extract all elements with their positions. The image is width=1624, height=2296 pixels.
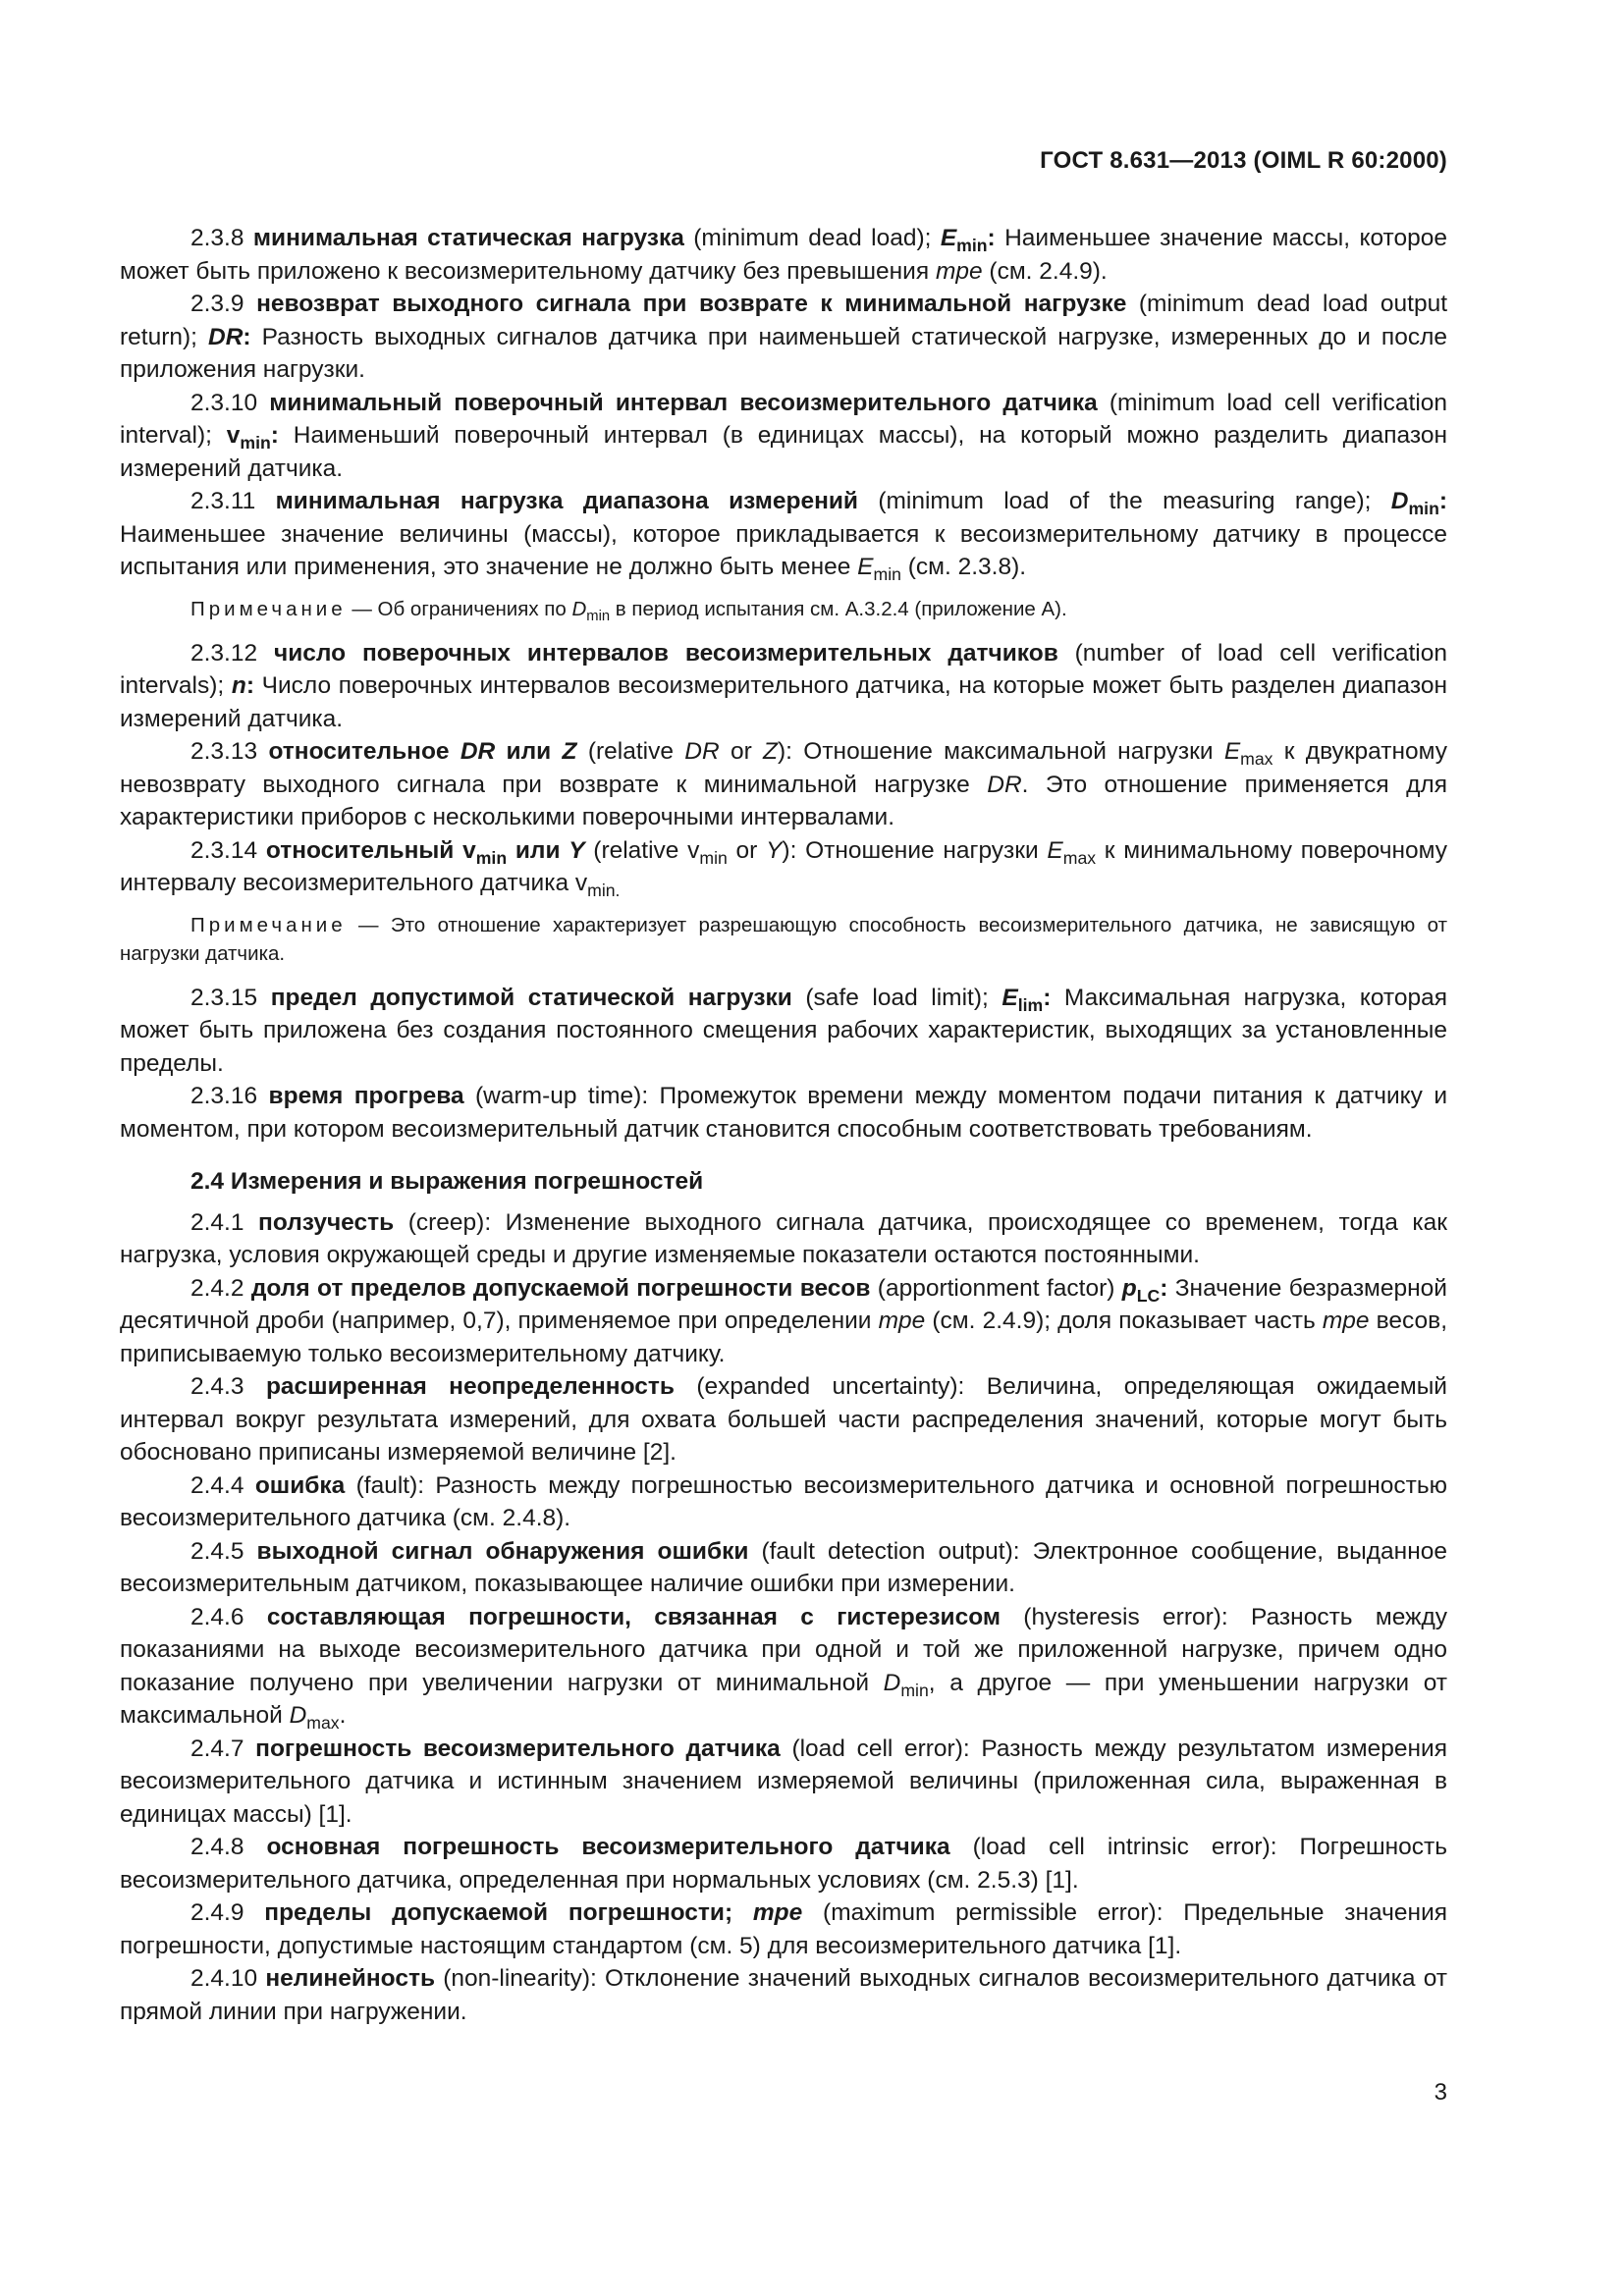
page-number: 3	[1434, 2079, 1447, 2106]
symbol: D	[571, 597, 587, 620]
colon: :	[987, 225, 996, 251]
clause-definition-mid: к минимальному поверочному интервалу весоизмерительного датчика	[120, 836, 1448, 896]
clause-term: относительное	[268, 738, 460, 765]
symbol: v	[574, 870, 588, 896]
symbol: E	[1001, 984, 1018, 1011]
clause-term: ползучесть	[258, 1208, 395, 1236]
clause-term: минимальная статическая нагрузка	[252, 225, 684, 251]
symbol: D	[289, 1702, 307, 1729]
clause-number: 2.3.14	[190, 836, 258, 864]
clause-definition: ): Отношение максимальной нагрузки	[778, 738, 1224, 765]
clause-definition: (maximum permissible error): Предельные значения погрешности, допустимые настоящим стандартом (см. 5) для весоизмерительного датчика [1].	[120, 1899, 1448, 1959]
clause-number: 2.3.12	[190, 639, 258, 667]
clause-term: минимальный поверочный интервал весоизмерительного датчика	[269, 389, 1098, 416]
clause-2-3-8	[120, 222, 1447, 288]
symbol: v	[226, 422, 241, 449]
note-text: — Об ограничениях по	[346, 597, 572, 620]
clause-number: 2.4.2	[190, 1274, 244, 1302]
clause-term: выходной сигнал обнаружения ошибки	[256, 1537, 749, 1565]
symbol-sub: min	[699, 847, 728, 868]
clause-term: пределы допускаемой погрешности;	[264, 1899, 753, 1926]
symbol-sub: min	[873, 563, 901, 584]
clause-definition: Число поверочных интервалов весоизмерительного датчика, на которые может быть разделен диапазон измерений датчика.	[120, 672, 1447, 732]
clause-2-3-12	[120, 637, 1447, 736]
symbol: p	[1121, 1274, 1137, 1302]
clause-english: (minimum dead load output return);	[120, 291, 1448, 350]
clause-2-3-13	[120, 735, 1447, 834]
clause-definition: Наименьшее значение массы, которое может быть приложено к весоизмерительному датчику без превышения	[120, 225, 1448, 285]
clause-english: (minimum load of the measuring range);	[858, 488, 1391, 514]
symbol: n	[231, 672, 246, 699]
clause-number: 2.3.11	[190, 488, 256, 514]
symbol: E	[857, 554, 874, 580]
symbol-sub: min	[900, 1680, 929, 1700]
symbol-sub: max	[1062, 847, 1097, 868]
clause-term-part: или	[495, 738, 563, 765]
clause-english: (relative	[584, 836, 688, 864]
mpe-term: mpe	[935, 257, 983, 285]
colon: :	[270, 422, 279, 449]
standard-header: ГОСТ 8.631—2013 (OIML R 60:2000)	[1040, 147, 1447, 174]
clause-definition-end: весов, приписываемую только весоизмерительному датчику.	[120, 1308, 1447, 1367]
symbol: DR	[987, 771, 1022, 798]
symbol: v	[462, 836, 476, 864]
clause-number: 2.3.10	[190, 389, 258, 416]
symbol: D	[1390, 488, 1409, 514]
clause-english: (number of load cell verification intervals);	[120, 639, 1447, 699]
clause-number: 2.3.15	[190, 984, 258, 1011]
clause-number: 2.4.10	[190, 1965, 258, 1992]
clause-definition: Наименьшее значение величины (массы), которое прикладывается к весоизмерительному датчику в процессе испытания или применения, это значение не должно быть менее	[120, 520, 1447, 580]
symbol-sub: min	[1408, 498, 1439, 518]
clause-definition: Наименьший поверочный интервал (в единицах массы), на который можно разделить диапазон измерений датчика.	[120, 422, 1447, 482]
clause-2-4-10	[120, 1962, 1447, 2028]
note-text: — Это отношение характеризует разрешающую способность весоизмерительного датчика, не зависящую от нагрузки датчика.	[120, 913, 1447, 965]
clause-2-3-10	[120, 387, 1447, 486]
colon: :	[1043, 984, 1052, 1011]
clause-english: (safe load limit);	[791, 984, 1002, 1011]
clause-definition: Значение безразмерной десятичной дроби (например, 0,7), применяемое при определении	[120, 1274, 1447, 1334]
clause-number: 2.4.8	[190, 1834, 244, 1860]
clause-definition: (warm-up time): Промежуток времени между моментом подачи питания к датчику и моментом, при котором весоизмерительный датчик становится способным соответствовать требованиям.	[120, 1083, 1448, 1143]
symbol-sub: min	[586, 608, 611, 624]
symbol: E	[940, 225, 957, 251]
mpe-term: mpe	[878, 1308, 926, 1334]
clause-definition: (load cell intrinsic error): Погрешность весоизмерительного датчика, определенная при нормальных условиях (см. 2.5.3) [1].	[120, 1834, 1448, 1894]
clause-english: (apportionment factor)	[870, 1274, 1122, 1302]
note-label: Примечание	[190, 913, 347, 936]
clause-term: время прогрева	[268, 1083, 464, 1109]
clause-2-4-7	[120, 1733, 1447, 1832]
clause-term: доля от пределов допускаемой погрешности весов	[250, 1274, 871, 1302]
section-heading	[120, 1165, 1447, 1199]
clause-2-4-6	[120, 1601, 1447, 1733]
clause-2-3-11	[120, 485, 1447, 584]
clause-definition-end: . Это отношение применяется для характеристики приборов с несколькими поверочными интервалами.	[120, 771, 1447, 830]
document-body	[120, 222, 1447, 2028]
clause-term: ошибка	[254, 1471, 346, 1499]
clause-number: 2.4.5	[190, 1537, 244, 1565]
clause-number: 2.3.9	[190, 291, 244, 317]
symbol: E	[1223, 738, 1241, 765]
symbol-sub: min	[240, 432, 271, 453]
note-dmin	[120, 595, 1447, 623]
clause-term-part: или	[507, 836, 569, 864]
note-resolution	[120, 911, 1447, 968]
clause-number: 2.4.6	[190, 1603, 244, 1630]
clause-definition: Максимальная нагрузка, которая может быть приложена без создания постоянного смещения рабочих характеристик, выходящих за установленные пределы.	[120, 984, 1448, 1077]
clause-term: составляющая погрешности, связанная с гистерезисом	[266, 1603, 1001, 1630]
symbol: DR	[460, 738, 496, 765]
clause-2-4-1	[120, 1206, 1447, 1272]
symbol: Z	[763, 738, 778, 765]
symbol-sub: lim	[1017, 994, 1044, 1015]
clause-english-part: or	[727, 836, 767, 864]
symbol: v	[687, 836, 700, 864]
note-label: Примечание	[190, 597, 347, 620]
symbol: Y	[568, 836, 585, 864]
clause-number: 2.4.3	[190, 1373, 244, 1400]
clause-term: погрешность весоизмерительного датчика	[255, 1735, 781, 1762]
symbol-sub: max	[306, 1712, 340, 1733]
clause-2-4-8	[120, 1831, 1447, 1896]
clause-definition-mid: к двукратному невозврату выходного сигнала при возврате к минимальной нагрузке	[120, 738, 1447, 798]
clause-number: 2.4.4	[190, 1471, 244, 1499]
clause-definition: Разность выходных сигналов датчика при наименьшей статической нагрузке, измеренных до и после приложения нагрузки.	[120, 323, 1447, 383]
note-text-end: в период испытания см. А.3.2.4 (приложение А).	[610, 597, 1067, 620]
mpe-term: mpe	[752, 1899, 803, 1926]
clause-english-part: or	[719, 738, 764, 765]
section-title: Измерения и выражения погрешностей	[230, 1168, 704, 1195]
clause-definition: (load cell error): Разность между результатом измерения весоизмерительного датчика и истинным значением измеряемой величины (приложенная сила, выраженная в единицах массы) [1].	[120, 1735, 1448, 1828]
symbol: DR	[208, 323, 244, 350]
clause-2-3-15	[120, 982, 1447, 1081]
clause-term: расширенная неопределенность	[265, 1373, 675, 1400]
clause-english: (minimum load cell verification interval);	[120, 389, 1448, 449]
clause-term: основная погрешность весоизмерительного датчика	[266, 1834, 950, 1860]
symbol-sub: min	[475, 847, 508, 868]
clause-2-4-9	[120, 1896, 1447, 1962]
clause-term: невозврат выходного сигнала при возврате к минимальной нагрузке	[256, 291, 1127, 317]
clause-definition-end: .	[339, 1702, 347, 1729]
symbol: D	[883, 1669, 901, 1696]
clause-definition-mid: (см. 2.4.9); доля показывает часть	[925, 1308, 1323, 1334]
symbol: DR	[684, 738, 720, 765]
clause-definition: (hysteresis error): Разность между показаниями на выходе весоизмерительного датчика при одной и той же приложенной нагрузке, причем одно показание получено при увеличении нагрузки от минимальной	[120, 1603, 1448, 1696]
clause-number: 2.4.7	[190, 1735, 244, 1762]
colon: :	[245, 672, 254, 699]
clause-english: (minimum dead load);	[683, 225, 941, 251]
clause-term: число поверочных интервалов весоизмерительных датчиков	[274, 639, 1058, 667]
clause-definition: (expanded uncertainty): Величина, определяющая ожидаемый интервал вокруг результата измерений, для охвата большей части распределения значений, которые могут быть обосновано приписаны измеряемой величине [2].	[120, 1373, 1447, 1466]
clause-2-3-16	[120, 1080, 1447, 1146]
clause-number: 2.4.1	[190, 1208, 244, 1236]
symbol-sub: LC	[1136, 1285, 1161, 1306]
clause-2-4-4	[120, 1469, 1447, 1535]
colon: :	[1438, 488, 1448, 514]
symbol: Z	[562, 738, 577, 765]
symbol: Y	[766, 836, 783, 864]
clause-term: нелинейность	[265, 1965, 436, 1992]
clause-definition-end: (см. 2.4.9).	[982, 257, 1108, 285]
clause-definition-end: (см. 2.3.8).	[900, 554, 1027, 580]
clause-definition: ): Отношение нагрузки	[782, 836, 1048, 864]
symbol-sub: min	[956, 235, 988, 255]
clause-term: предел допустимой статической нагрузки	[270, 984, 792, 1011]
clause-number: 2.3.8	[190, 225, 244, 251]
clause-english: (relative	[576, 738, 685, 765]
clause-2-3-14	[120, 834, 1447, 900]
clause-definition: (fault): Разность между погрешностью весоизмерительного датчика и основной погрешностью весоизмерительного датчика (см. 2.4.8).	[120, 1471, 1447, 1531]
clause-2-4-2	[120, 1272, 1447, 1371]
clause-2-4-5	[120, 1535, 1447, 1601]
symbol-sub: min.	[587, 880, 621, 900]
symbol-sub: max	[1240, 748, 1273, 769]
section-number: 2.4	[190, 1168, 225, 1195]
colon: :	[1160, 1274, 1168, 1302]
clause-definition: (creep): Изменение выходного сигнала датчика, происходящее со временем, тогда как нагрузка, условия окружающей среды и другие изменяемые показатели остаются постоянными.	[120, 1208, 1447, 1268]
clause-2-4-3	[120, 1370, 1447, 1469]
clause-number: 2.4.9	[190, 1899, 244, 1926]
clause-term: относительный	[265, 836, 463, 864]
symbol: E	[1047, 836, 1063, 864]
clause-term: минимальная нагрузка диапазона измерений	[275, 488, 858, 514]
mpe-term: mpe	[1322, 1308, 1370, 1334]
colon: :	[243, 323, 251, 350]
clause-2-3-9	[120, 288, 1447, 387]
clause-number: 2.3.16	[190, 1083, 258, 1109]
clause-definition: (fault detection output): Электронное сообщение, выданное весоизмерительным датчиком, показывающее наличие ошибки при измерении.	[120, 1537, 1447, 1597]
clause-number: 2.3.13	[190, 738, 258, 765]
clause-definition-mid: , а другое — при уменьшении нагрузки от максимальной	[120, 1669, 1448, 1729]
clause-definition: (non-linearity): Отклонение значений выходных сигналов весоизмерительного датчика от прямой линии при нагружении.	[120, 1965, 1447, 2025]
